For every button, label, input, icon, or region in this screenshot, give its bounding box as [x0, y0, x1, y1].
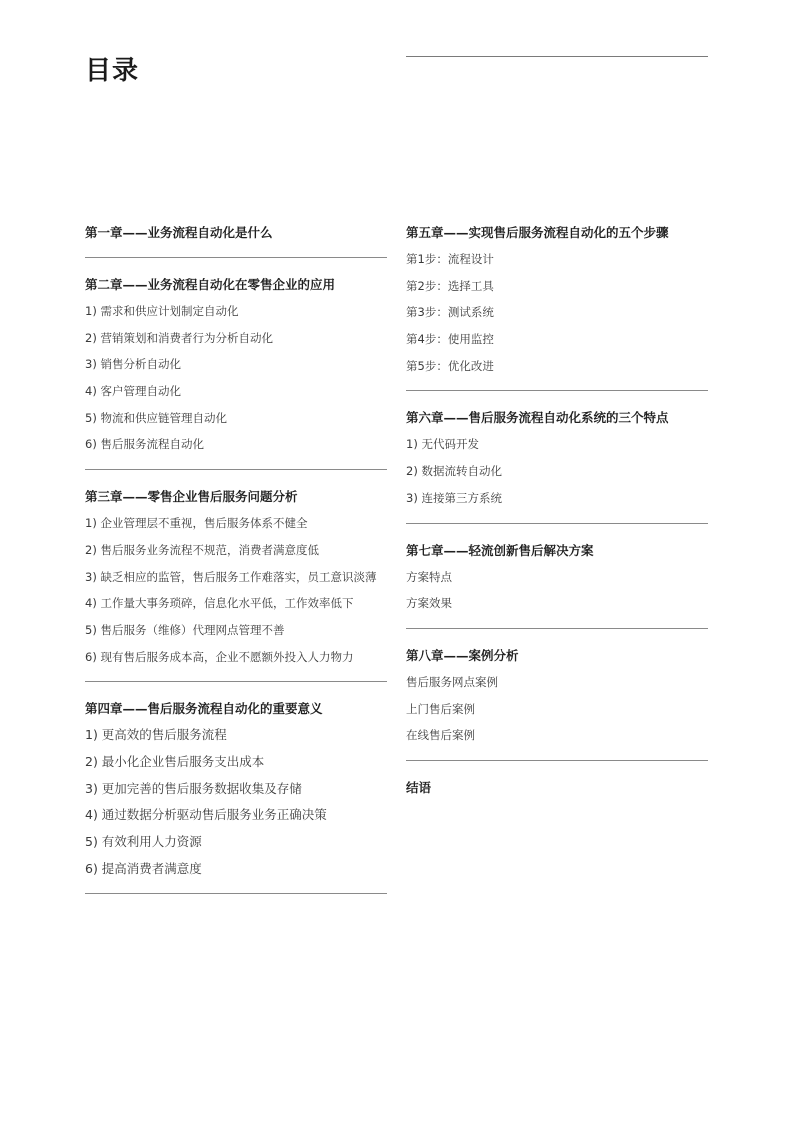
toc-entry[interactable]: 6) 现有售后服务成本高，企业不愿额外投入人力物力 — [85, 649, 354, 664]
toc-entry[interactable]: 在线售后案例 — [406, 728, 475, 743]
toc-entry[interactable]: 第4步：使用监控 — [406, 332, 494, 347]
toc-entry[interactable]: 1) 需求和供应计划制定自动化 — [85, 304, 239, 318]
toc-entry[interactable]: 6) 售后服务流程自动化 — [85, 437, 204, 452]
chapter-title[interactable]: 第三章——零售企业售后服务问题分析 — [85, 489, 298, 505]
toc-entry[interactable]: 6) 提高消费者满意度 — [85, 860, 202, 876]
page-title: 目录 — [85, 56, 140, 86]
toc-chapter-1 — [85, 220, 387, 258]
toc-entry[interactable]: 5) 有效利用人力资源 — [85, 834, 202, 849]
toc-entry[interactable]: 5) 物流和供应链管理自动化 — [85, 410, 227, 425]
header-divider — [406, 56, 708, 57]
toc-entry[interactable]: 第1步：流程设计 — [406, 252, 494, 266]
toc-chapter-7 — [406, 538, 708, 629]
toc-entry[interactable]: 2) 售后服务业务流程不规范，消费者满意度低 — [85, 542, 319, 557]
toc-entry[interactable]: 4) 通过数据分析驱动售后服务业务正确决策 — [85, 807, 327, 823]
toc-entry[interactable]: 5) 售后服务（维修）代理网点管理不善 — [85, 622, 285, 637]
toc-entry[interactable]: 第2步：选择工具 — [406, 278, 494, 293]
toc-entry[interactable]: 第5步：优化改进 — [406, 358, 494, 373]
toc-entry[interactable]: 第3步：测试系统 — [406, 305, 494, 320]
toc-entry[interactable]: 3) 缺乏相应的监管，售后服务工作难落实，员工意识淡薄 — [85, 569, 377, 584]
chapter-title[interactable]: 第五章——实现售后服务流程自动化的五个步骤 — [406, 225, 669, 240]
chapter-title[interactable]: 第一章——业务流程自动化是什么 — [85, 225, 273, 240]
toc-chapter-6 — [406, 405, 708, 523]
toc-entry[interactable]: 售后服务网点案例 — [406, 674, 498, 689]
toc-entry[interactable]: 4) 工作量大事务琐碎，信息化水平低，工作效率低下 — [85, 596, 354, 611]
toc-conclusion — [406, 775, 708, 812]
chapter-title[interactable]: 第四章——售后服务流程自动化的重要意义 — [85, 701, 323, 717]
toc-right-column — [406, 220, 708, 826]
chapter-title[interactable]: 第八章——案例分析 — [406, 647, 519, 663]
chapter-title[interactable]: 第二章——业务流程自动化在零售企业的应用 — [85, 277, 336, 292]
toc-entry[interactable]: 4) 客户管理自动化 — [85, 384, 181, 399]
chapter-title[interactable]: 结语 — [406, 779, 432, 795]
toc-entry[interactable]: 1) 企业管理层不重视，售后服务体系不健全 — [85, 516, 308, 531]
toc-entry[interactable]: 1) 无代码开发 — [406, 437, 479, 452]
toc-entry[interactable]: 上门售后案例 — [406, 701, 475, 716]
toc-chapter-4 — [85, 696, 387, 894]
toc-entry[interactable]: 3) 连接第三方系统 — [406, 490, 502, 505]
toc-entry[interactable]: 方案特点 — [406, 569, 452, 584]
chapter-title[interactable]: 第七章——轻流创新售后解决方案 — [406, 542, 594, 558]
toc-entry[interactable]: 2) 数据流转自动化 — [406, 464, 502, 479]
chapter-title[interactable]: 第六章——售后服务流程自动化系统的三个特点 — [406, 410, 669, 426]
toc-entry[interactable]: 3) 更加完善的售后服务数据收集及存储 — [85, 780, 302, 796]
toc-chapter-2 — [85, 272, 387, 470]
toc-entry[interactable]: 2) 营销策划和消费者行为分析自动化 — [85, 330, 273, 345]
toc-left-column — [85, 220, 387, 908]
toc-entry[interactable]: 方案效果 — [406, 596, 452, 611]
toc-chapter-3 — [85, 484, 387, 682]
toc-chapter-8 — [406, 643, 708, 761]
toc-chapter-5 — [406, 220, 708, 391]
toc-entry[interactable]: 2) 最小化企业售后服务支出成本 — [85, 753, 265, 769]
toc-entry[interactable]: 3) 销售分析自动化 — [85, 357, 181, 372]
toc-entry[interactable]: 1) 更高效的售后服务流程 — [85, 727, 227, 743]
